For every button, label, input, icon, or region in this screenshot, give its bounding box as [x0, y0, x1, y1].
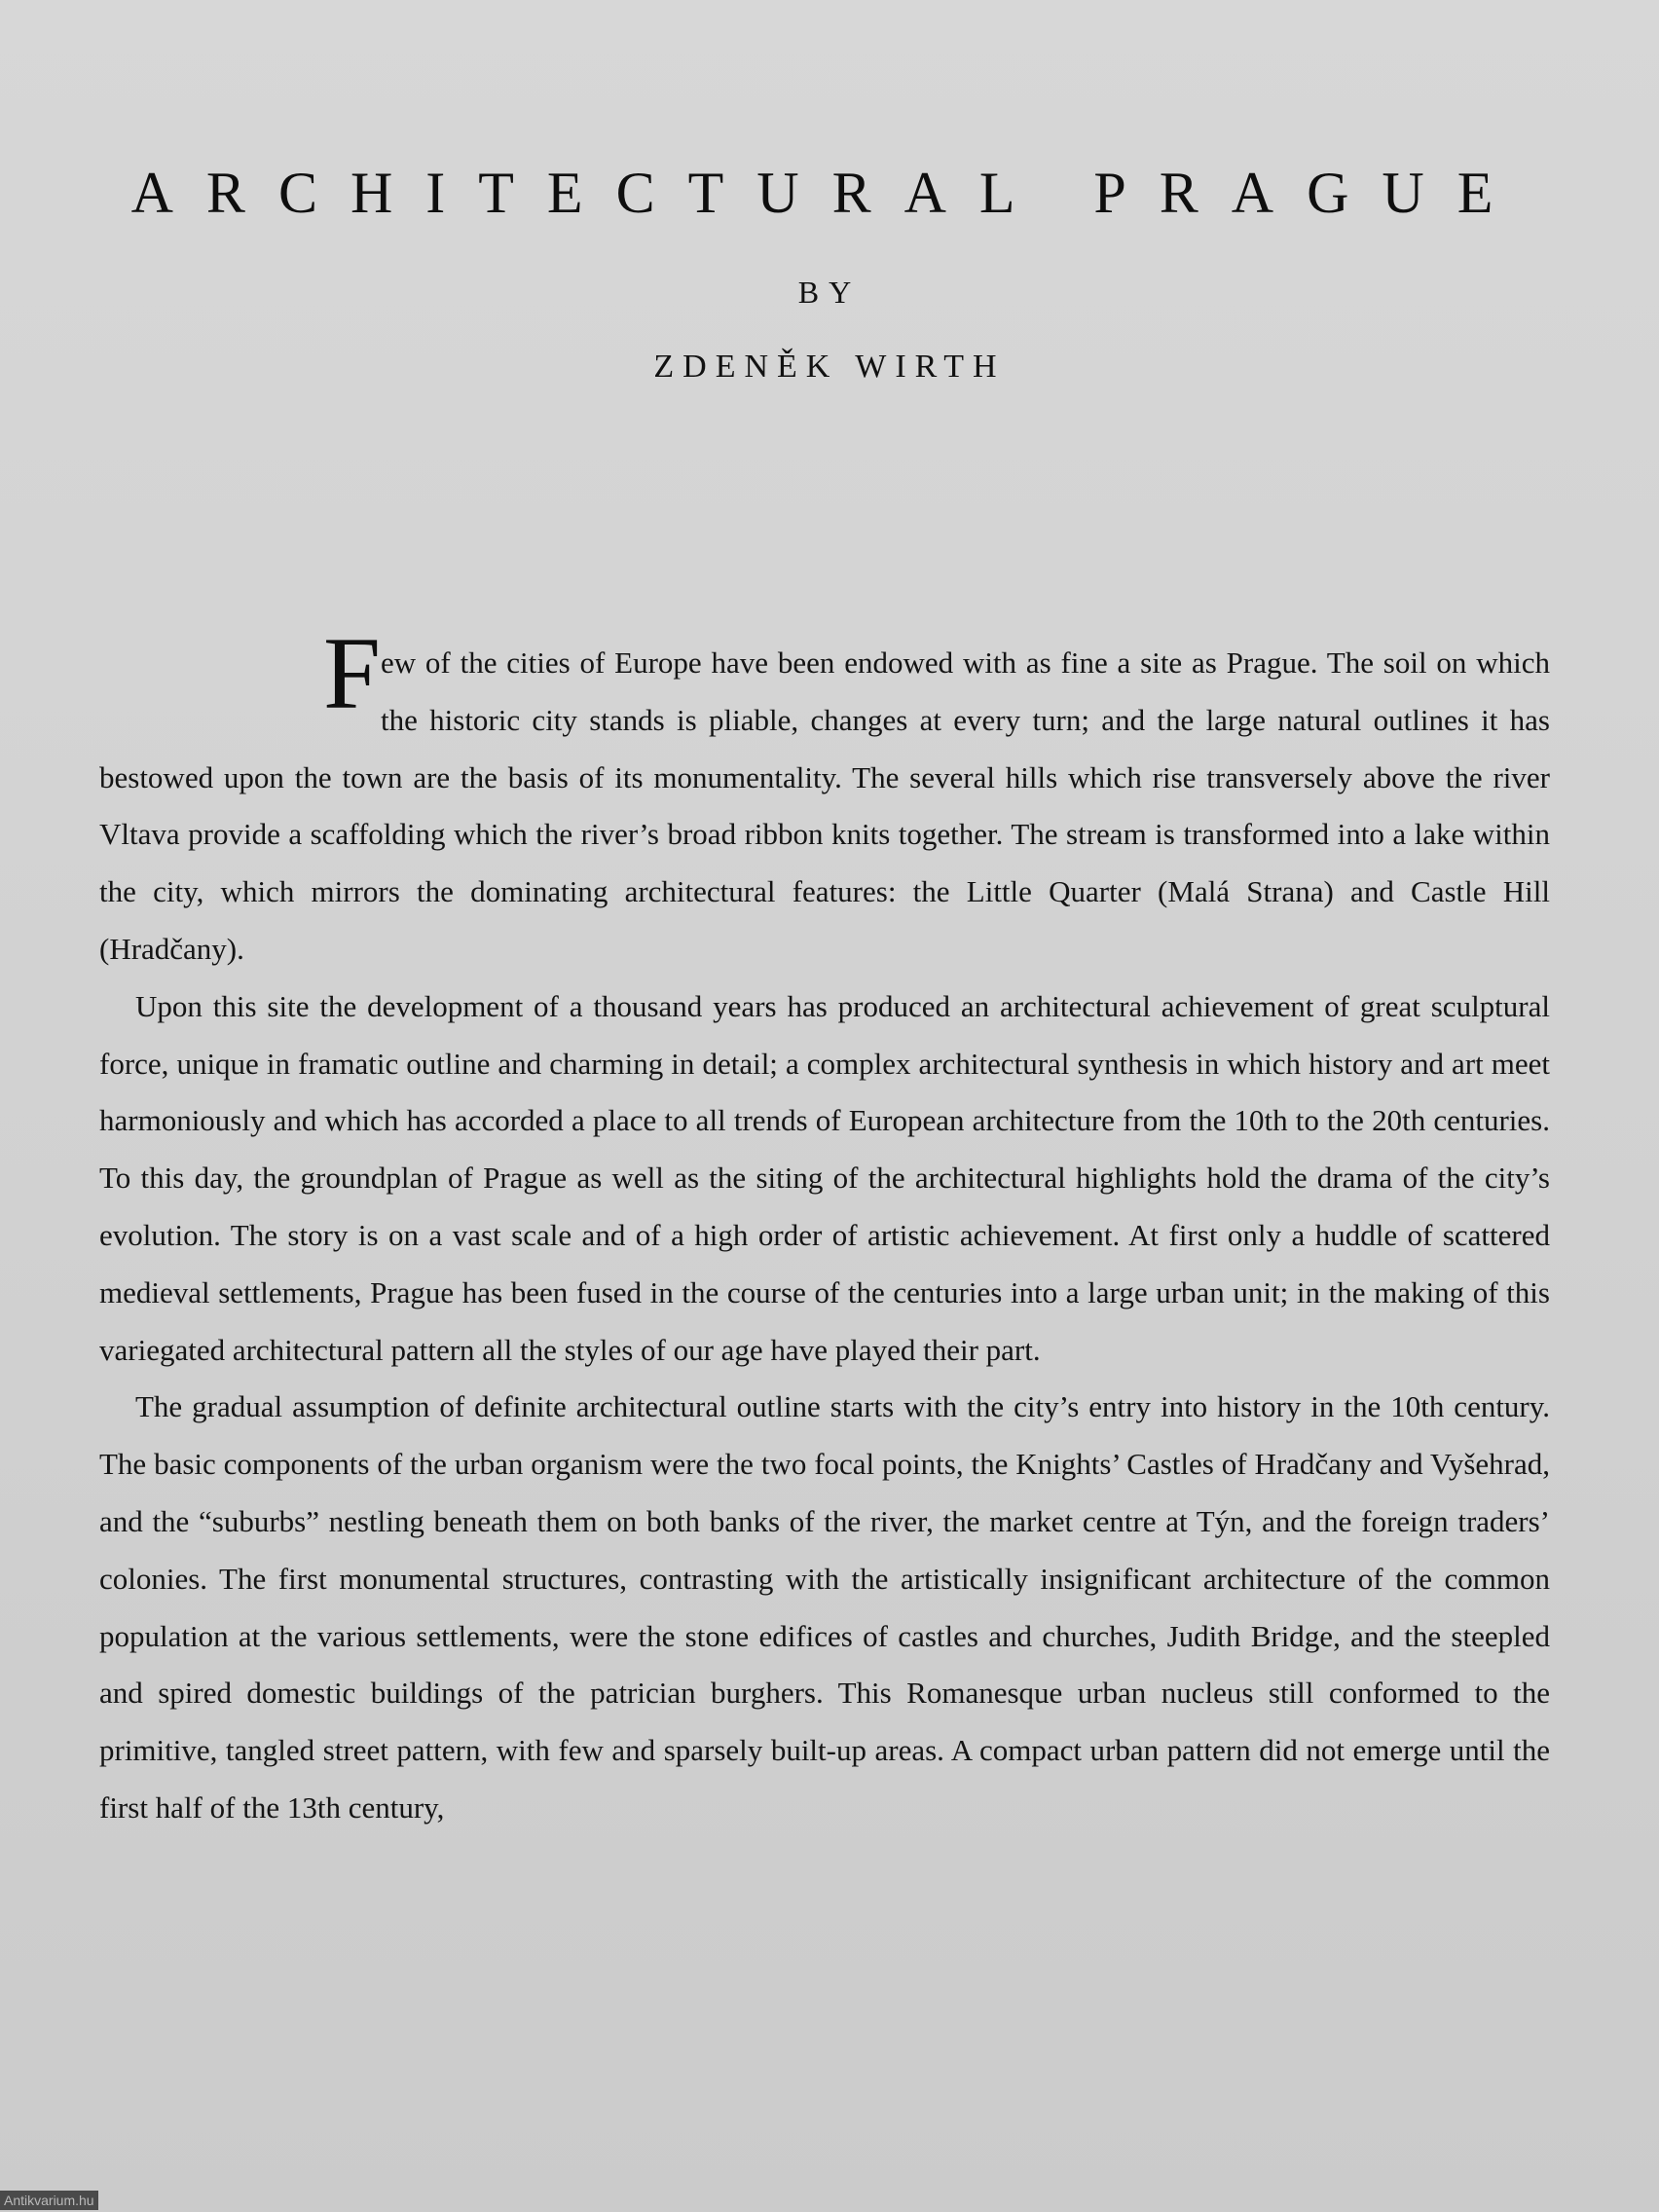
watermark: Antikvarium.hu	[0, 2191, 98, 2210]
author-name: ZDENĚK WIRTH	[653, 349, 1006, 385]
paragraph-1	[99, 616, 1550, 978]
article-title: ARCHITECTURAL PRAGUE	[130, 161, 1527, 225]
paragraph-3: The gradual assumption of definite architectural outline starts with the city’s entry into history in the 10th century. The basic components of the urban organism were the two focal points, the Knights’ Castles of Hradčany and Vyšehrad, and the “suburbs” nestling beneath them on both banks of the river, the market centre at Týn, and the foreign traders’ colonies. The first monumental structures, contrasting with the artistically insignificant architecture of the common population at the various settlements, were the stone edifices of castles and churches, Judith Bridge, and the steepled and spired domestic buildings of the patrician burghers. This Romanesque urban nucleus still conformed to the primitive, tangled street pattern, with few and sparsely built-up areas. A compact urban pattern did not emerge until the first half of the 13th century,	[99, 1389, 1550, 1825]
article-body	[99, 616, 1550, 1837]
byline-by: BY	[797, 275, 862, 310]
paragraph-1-text: ew of the cities of Europe have been endowed with as fine a site as Prague. The soil on which the historic city stands is pliable, changes at every turn; and the large natural outlines it has bestowed upon the town are the basis of its monumentality. The several hills which rise transversely above the river Vltava provide a scaffolding which the river’s broad ribbon knits together. The stream is transformed into a lake within the city, which mirrors the dominating architectural features: the Little Quarter (Malá Strana) and Castle Hill (Hradčany).	[99, 645, 1550, 966]
drop-cap: F	[323, 616, 381, 730]
paragraph-2: Upon this site the development of a thousand years has produced an architectural achievement of great sculptural force, unique in framatic outline and charming in detail; a complex architectural synthesis in which history and art meet harmoniously and which has accorded a place to all trends of European architecture from the 10th to the 20th centuries. To this day, the groundplan of Prague as well as the siting of the architectural highlights hold the drama of the city’s evolution. The story is on a vast scale and of a high order of artistic achievement. At first only a huddle of scattered medieval settlements, Prague has been fused in the course of the centuries into a large urban unit; in the making of this variegated architectural pattern all the styles of our age have played their part.	[99, 988, 1550, 1367]
